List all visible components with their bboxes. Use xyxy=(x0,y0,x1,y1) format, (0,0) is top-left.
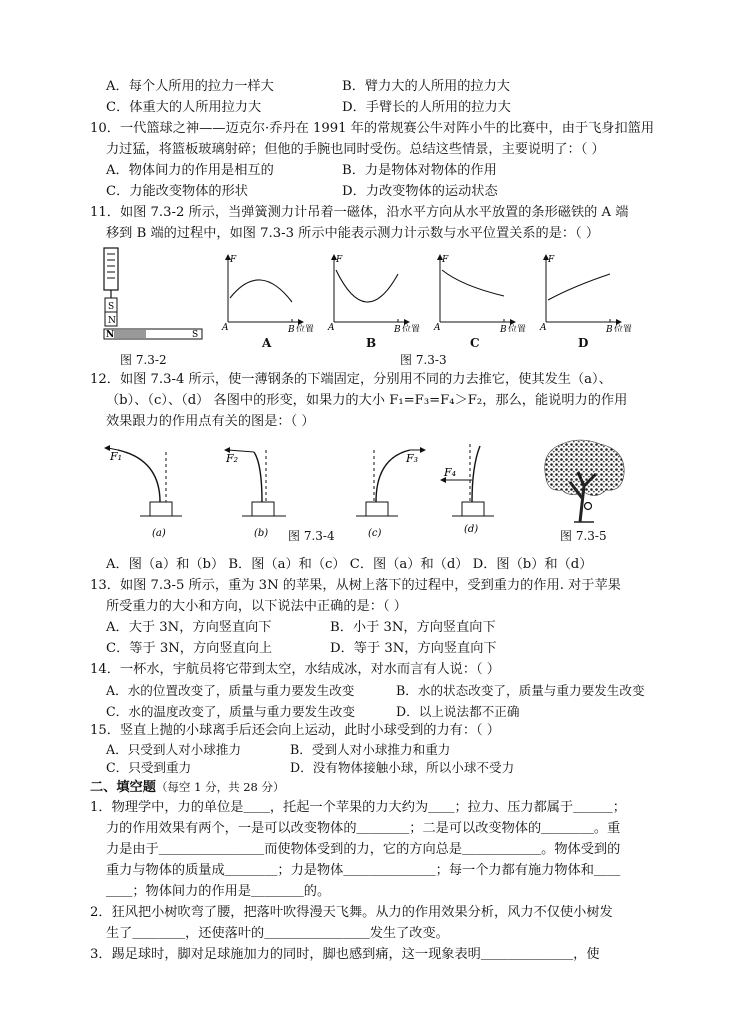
svg-text:A: A xyxy=(222,323,229,332)
graph-d xyxy=(539,254,632,332)
q14-stem: 14．一杯水，宇航员将它带到太空，水结成冰，对水而言有人说：（ ） xyxy=(90,662,500,677)
q13-stem-line1: 13．如图 7.3-5 所示，重为 3N 的苹果，从树上落下的过程中，受到重力的作用. 对于苹果 xyxy=(90,578,621,593)
q13-option-a: A．大于 3N，方向竖直向下 xyxy=(106,620,272,635)
svg-text:F: F xyxy=(336,255,343,265)
graph-label-b: B xyxy=(366,336,377,350)
q10-stem-line2: 力过猛，将篮板玻璃射碎；但他的手腕也同时受伤。总结这些情景，主要说明了：（ ） xyxy=(106,142,605,157)
q10-option-b: B．力是物体对物体的作用 xyxy=(342,163,497,178)
svg-text:位置: 位置 xyxy=(402,325,421,332)
q15-option-a: A．只受到人对小球推力 xyxy=(106,742,242,757)
svg-text:F: F xyxy=(548,255,555,265)
label-a: (a) xyxy=(152,528,166,539)
bar-magnet-n-label: N xyxy=(106,330,115,340)
label-d: (d) xyxy=(464,524,479,535)
q10-option-a: A．物体间力的作用是相互的 xyxy=(106,163,274,178)
q11-stem-line2: 移到 B 端的过程中，如图 7.3-3 所示中能表示测力计示数与水平位置关系的是：（ ） xyxy=(106,226,600,241)
svg-text:A: A xyxy=(540,323,547,332)
force-f3: F₃ xyxy=(406,452,419,465)
fill1-line1: 1．物理学中，力的单位是＿＿，托起一个苹果的力大约为＿＿；拉力、压力都属于＿＿＿； xyxy=(90,800,626,815)
q12-stem-line1: 12．如图 7.3-4 所示，使一薄钢条的下端固定，分别用不同的力去推它，使其发生（a）、 xyxy=(90,372,612,387)
graph-c xyxy=(433,254,526,332)
q14-option-c: C．水的温度改变了，质量与重力要发生改变 xyxy=(106,704,355,719)
graph-label-c: C xyxy=(470,336,480,350)
svg-text:位置: 位置 xyxy=(508,325,527,332)
q9-option-c: C．体重大的人所用拉力大 xyxy=(106,100,262,115)
strip-d xyxy=(440,444,494,535)
graph-label-a: A xyxy=(262,336,272,350)
strip-b xyxy=(224,447,286,539)
label-b: (b) xyxy=(254,528,269,539)
section-2-title: 二、填空题 xyxy=(90,780,156,795)
strip-c xyxy=(356,447,426,539)
q9-option-d: D．手臂长的人所用的拉力大 xyxy=(342,100,511,115)
svg-text:位置: 位置 xyxy=(296,325,315,332)
q10-option-d: D．力改变物体的运动状态 xyxy=(342,184,498,199)
force-f2: F₂ xyxy=(226,452,239,465)
force-position-graphs xyxy=(220,252,640,332)
q14-option-d: D．以上说法都不正确 xyxy=(396,704,520,719)
q12-stem-line3: 效果跟力的作用点有关的图是：（ ） xyxy=(106,414,315,429)
graph-a xyxy=(221,254,314,332)
force-f1: F₁ xyxy=(110,450,123,463)
fill2-line2: 生了＿＿＿＿，还使落叶的＿＿＿＿＿＿＿＿发生了改变。 xyxy=(106,926,449,941)
fill3-line1: 3．踢足球时，脚对足球施加力的同时，脚也感到痛，这一现象表明＿＿＿＿＿＿＿，使 xyxy=(90,947,600,962)
label-c: (c) xyxy=(368,528,382,539)
svg-text:A: A xyxy=(328,323,335,332)
q15-option-b: B．受到人对小球推力和重力 xyxy=(290,742,451,757)
graph-b xyxy=(327,254,420,332)
q13-option-b: B．小于 3N，方向竖直向下 xyxy=(330,620,496,635)
figure-caption-7-3-2: 图 7.3-2 xyxy=(120,353,167,367)
hanging-magnet-s-label: S xyxy=(108,302,115,312)
svg-text:B: B xyxy=(500,325,507,332)
spring-scale-magnet-figure xyxy=(100,246,210,350)
q15-option-c: C．只受到重力 xyxy=(106,760,192,775)
q14-option-b: B．水的状态改变了，质量与重力要发生改变 xyxy=(396,683,645,698)
section-2-heading xyxy=(90,777,285,798)
apple-tree-figure xyxy=(540,438,630,524)
graph-a-axis-f: F xyxy=(230,255,237,265)
q13-option-d: D．等于 3N，方向竖直向下 xyxy=(330,641,497,656)
svg-text:F: F xyxy=(442,255,449,265)
force-f4: F₄ xyxy=(444,466,457,479)
q9-option-b: B．臂力大的人所用的拉力大 xyxy=(342,79,510,94)
q15-stem: 15．竖直上抛的小球离手后还会向上运动，此时小球受到的力有：（ ） xyxy=(90,723,500,738)
figure-caption-7-3-4: 图 7.3-4 xyxy=(288,529,335,543)
fill1-line3: 力是由于＿＿＿＿＿＿＿＿而使物体受到的力，它的方向总是＿＿＿＿＿＿。物体受到的 xyxy=(106,842,621,857)
fill1-line4: 重力与物体的质量成＿＿＿＿；力是物体＿＿＿＿＿＿＿；每一个力都有施力物体和＿＿ xyxy=(106,863,621,878)
fill1-line5: ＿＿；物体间力的作用是＿＿＿＿的。 xyxy=(106,884,331,899)
fill1-line2: 力的作用效果有两个，一是可以改变物体的＿＿＿＿；二是可以改变物体的＿＿＿＿。重 xyxy=(106,821,621,836)
bar-magnet-s-label: S xyxy=(192,330,199,340)
svg-text:位置: 位置 xyxy=(614,325,633,332)
svg-text:A: A xyxy=(434,323,441,332)
svg-text:B: B xyxy=(288,325,295,332)
q9-option-a: A．每个人所用的拉力一样大 xyxy=(106,79,274,94)
hanging-magnet-n-label: N xyxy=(108,316,116,326)
svg-text:B: B xyxy=(606,325,613,332)
figure-caption-7-3-5: 图 7.3-5 xyxy=(560,529,607,543)
steel-strip-figure xyxy=(104,440,514,540)
q14-option-a: A．水的位置改变了，质量与重力要发生改变 xyxy=(106,683,355,698)
svg-text:B: B xyxy=(394,325,401,332)
q12-options: A．图（a）和（b） B．图（a）和（c） C．图（a）和（d） D．图（b）和（d） xyxy=(106,557,593,572)
graph-label-d: D xyxy=(578,336,589,350)
q13-option-c: C．等于 3N，方向竖直向上 xyxy=(106,641,273,656)
q12-stem-line2: （b）、（c）、（d） 各图中的形变，如果力的大小 F₁=F₃=F₄＞F₂，那么，能说明力的作用 xyxy=(106,393,628,408)
section-2-note: （每空 1 分，共 28 分） xyxy=(155,780,285,794)
q10-option-c: C．力能改变物体的形状 xyxy=(106,184,248,199)
q15-option-d: D．没有物体接触小球，所以小球不受力 xyxy=(290,760,515,775)
q13-stem-line2: 所受重力的大小和方向，以下说法中正确的是：（ ） xyxy=(106,599,407,614)
strip-a xyxy=(104,445,182,539)
q10-stem-line1: 10．一代篮球之神——迈克尔·乔丹在 1991 年的常规赛公牛对阵小牛的比赛中，由于飞身扣篮用 xyxy=(90,121,655,136)
q11-stem-line1: 11．如图 7.3-2 所示，当弹簧测力计吊着一磁体，沿水平方向从水平放置的条形磁铁的 A 端 xyxy=(90,205,629,220)
fill2-line1: 2．狂风把小树吹弯了腰，把落叶吹得漫天飞舞。从力的作用效果分析，风力不仅使小树发 xyxy=(90,905,613,920)
figure-caption-7-3-3: 图 7.3-3 xyxy=(400,353,447,367)
